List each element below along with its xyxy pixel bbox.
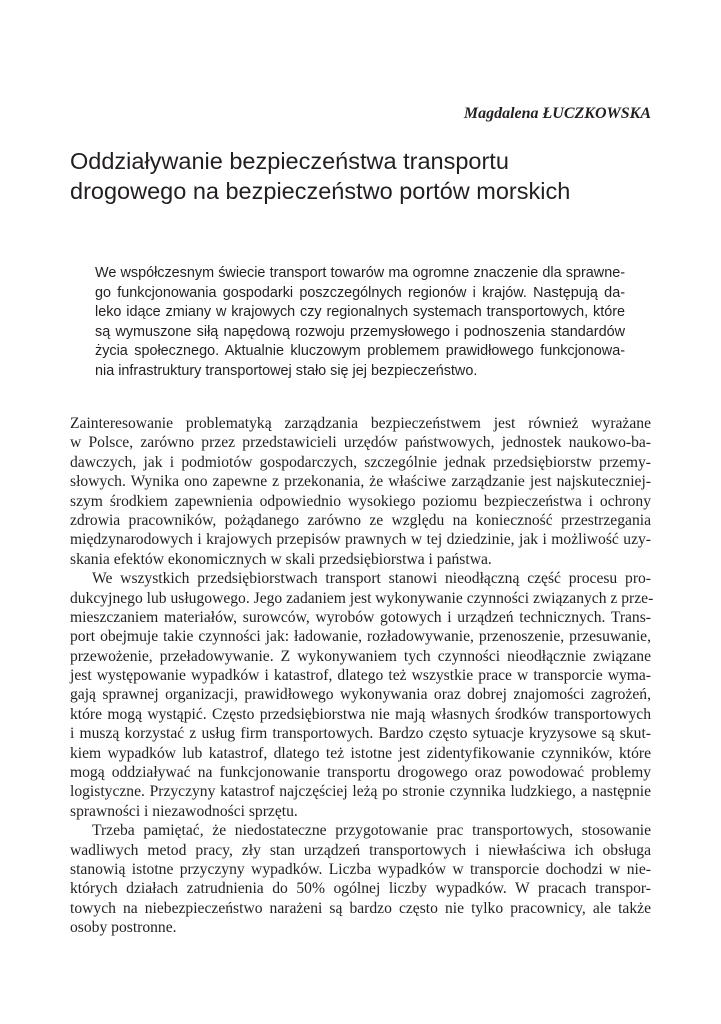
body-line: dukcyjnego lub usługowego. Jego zadaniem jest wykonywanie czynności związanych z prze-: [70, 589, 654, 607]
body-line: i muszą korzystać z usług firm transportowych. Bardzo często sytuacje kryzysowe są skut-: [70, 725, 651, 743]
body-line: logistyczne. Przyczyny katastrof najczęściej leżą po stronie czynnika ludzkiego, a następnie: [70, 783, 651, 801]
body-line: skania efektów ekonomicznych w skali przedsiębiorstwa i państwa.: [70, 550, 492, 568]
paragraph-3: [70, 821, 651, 937]
body-line: których działach zatrudnienia do 50% ogólnej liczby wypadków. W pracach transpor-: [70, 880, 651, 898]
body-line: mogą oddziaływać na funkcjonowanie transportu drogowego oraz powodować problemy: [70, 764, 651, 782]
paragraph-2: [70, 569, 654, 821]
title-line: drogowego na bezpieczeństwo portów morskich: [70, 178, 571, 204]
body-line: wadliwych metod pracy, zły stan urządzeń transportowych i niewłaściwa ich obsługa: [70, 841, 651, 859]
body-line: We wszystkich przedsiębiorstwach transport stanowi nieodłączną część procesu pro-: [92, 570, 651, 588]
title-line: Oddziaływanie bezpieczeństwa transportu: [70, 148, 509, 174]
body-text: [70, 414, 654, 938]
abstract-line: leko idące zmiany w krajowych czy regionalnych systemach transportowych, które: [95, 304, 625, 321]
abstract-line: są wymuszone siłą napędową rozwoju przemysłowego i podnoszenia standardów: [95, 323, 625, 340]
body-line: gają sprawnej organizacji, prawidłowego wykonywania oraz dobrej znajomości zagrożeń,: [70, 686, 651, 704]
abstract: [95, 264, 625, 382]
body-line: stanowią istotne przyczyny wypadków. Liczba wypadków w transporcie dochodzi w nie-: [70, 860, 651, 878]
body-line: międzynarodowych i krajowych przepisów prawnych w tej dziedzinie, jak i możliwość uzy-: [70, 531, 651, 549]
author-name: Magdalena ŁUCZKOWSKA: [463, 105, 651, 122]
body-line: w Polsce, zarówno przez przedstawicieli urzędów państwowych, jednostek naukowo-ba-: [70, 434, 651, 452]
body-line: mieszczaniem materiałów, surowców, wyrobów gotowych i urządzeń technicznych. Trans-: [70, 608, 651, 626]
body-line: które mogą wystąpić. Często przedsiębiorstwa nie mają własnych środków transportowych: [70, 705, 651, 723]
abstract-line: życia społecznego. Aktualnie kluczowym problemem prawidłowego funkcjonowa-: [95, 343, 625, 360]
body-line: zdrowia pracowników, pożądanego zarówno ze względu na konieczność przestrzegania: [70, 511, 651, 529]
body-line: dawczych, jak i podmiotów gospodarczych, szczególnie jednak przedsiębiorstw przemy-: [70, 453, 651, 471]
body-line: towych na niebezpieczeństwo narażeni są bardzo często nie tylko pracownicy, ale także: [70, 899, 651, 917]
body-line: Trzeba pamiętać, że niedostateczne przygotowanie prac transportowych, stosowanie: [92, 822, 651, 840]
body-line: port obejmuje takie czynności jak: ładowanie, rozładowywanie, przenoszenie, przesuwanie,: [70, 628, 651, 646]
abstract-line: We współczesnym świecie transport towarów ma ogromne znaczenie dla sprawne-: [95, 265, 625, 281]
body-line: przewożenie, przeładowywanie. Z wykonywaniem tych czynności nieodłącznie związane: [70, 647, 651, 665]
body-line: jest występowanie wypadków i katastrof, dlatego też wszystkie prace w transporcie wyma-: [70, 667, 651, 685]
body-line: Zainteresowanie problematyką zarządzania bezpieczeństwem jest również wyrażane: [70, 415, 651, 432]
article-title: [70, 146, 670, 206]
abstract-line: go funkcjonowania gospodarki poszczególnych regionów i krajów. Następują da-: [95, 284, 625, 301]
body-line: kiem wypadków lub katastrof, dlatego też istotne jest zidentyfikowanie czynników, które: [70, 744, 651, 762]
body-line: szym środkiem zapewnienia odpowiednio wysokiego poziomu bezpieczeństwa i ochrony: [70, 492, 651, 510]
body-line: osoby postronne.: [70, 919, 177, 937]
paragraph-1: [70, 414, 651, 569]
body-line: sprawności i niezawodności sprzętu.: [70, 802, 298, 820]
body-line: słowych. Wynika ono zapewne z przekonania, że właściwe zarządzanie jest najskuteczniej-: [70, 473, 651, 491]
abstract-line: nia infrastruktury transportowej stało się jej bezpieczeństwo.: [95, 362, 478, 379]
